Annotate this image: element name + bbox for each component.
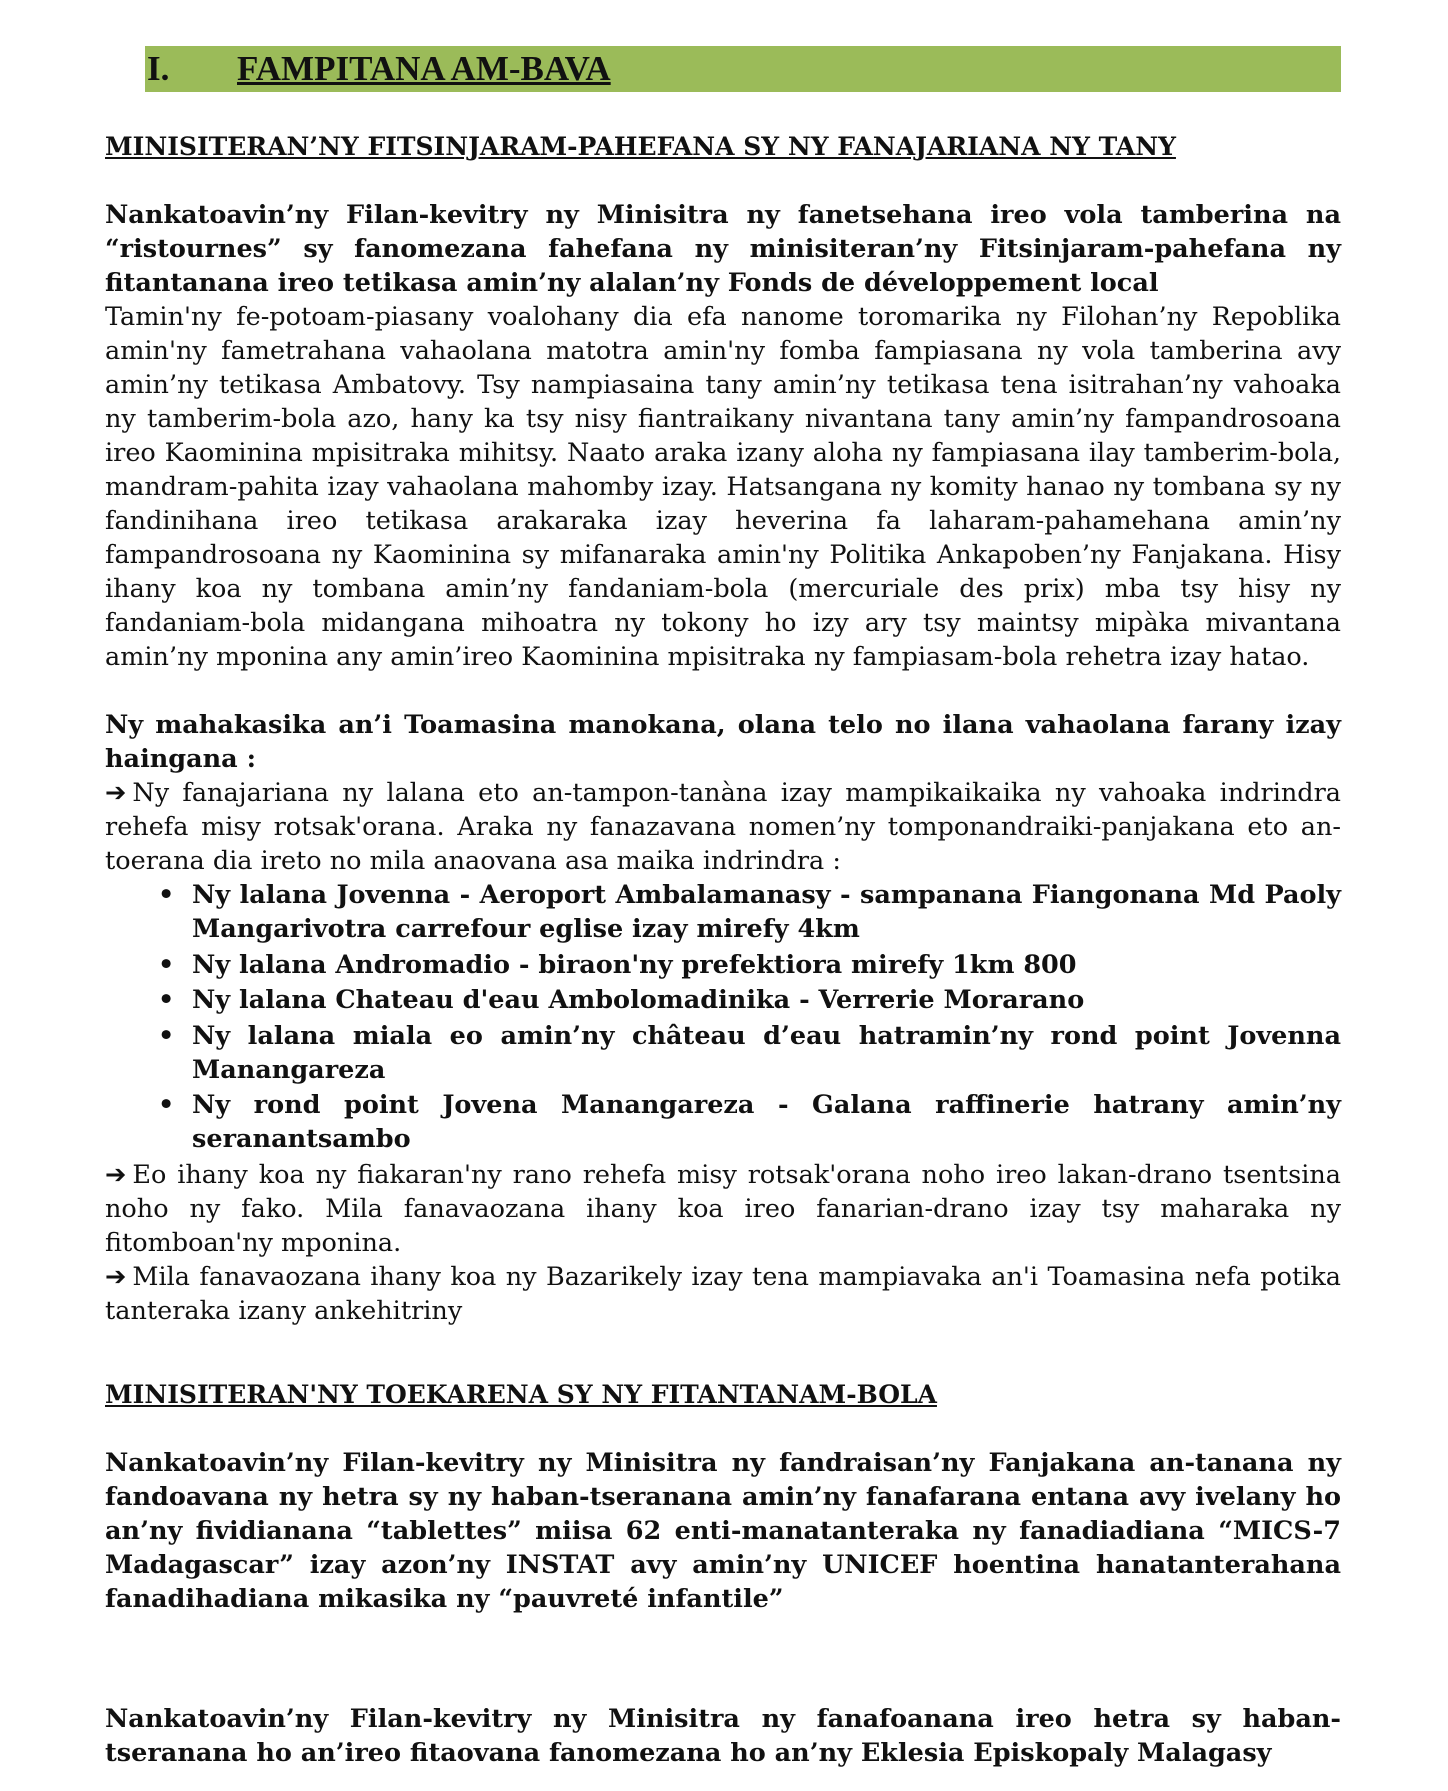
list-item: • Ny rond point Jovena Manangareza - Galana raffinerie hatrany amin’ny seranantsambo bbox=[192, 1088, 1341, 1156]
toamasina-point-water bbox=[105, 1158, 1341, 1260]
toamasina-point-roads-text: Ny fanajariana ny lalana eto an-tampon-tanàna izay mampikaikaika ny vahoaka indrindra rehefa misy rotsak'orana. Araka ny fanazavana nomen’ny tomponandraiki-panjakana eto an-toerana dia ireto no mila anaovana asa maika indrindra : bbox=[105, 778, 1341, 876]
toamasina-point-roads bbox=[105, 776, 1341, 878]
list-item: • Ny lalana Andromadio - biraon'ny prefektiora mirefy 1km 800 bbox=[192, 948, 1341, 982]
right-arrow-icon: ➔ bbox=[105, 1261, 127, 1292]
right-arrow-icon: ➔ bbox=[105, 778, 127, 808]
list-item: • Ny lalana Jovenna - Aeroport Ambalamanasy - sampanana Fiangonana Md Paoly Mangarivotra carrefour eglise izay mirefy 4km bbox=[192, 878, 1341, 946]
toamasina-title: Ny mahakasika an’i Toamasina manokana, olana telo no ilana vahaolana farany izay haingana : bbox=[105, 710, 1341, 774]
toamasina-point-bazarikely-text: Mila fanavaozana ihany koa ny Bazarikely izay tena mampiavaka an'i Toamasina nefa potika tanteraka izany ankehitriny bbox=[105, 1261, 1341, 1326]
toamasina-point-water-text: Eo ihany koa ny fiakaran'ny rano rehefa misy rotsak'orana noho ireo lakan-drano tsentsina noho ny fako. Mila fanavaozana ihany koa ireo fanarian-drano izay tsy maharaka ny fitomboan'ny mponina. bbox=[105, 1159, 1341, 1258]
section-number: I. bbox=[147, 49, 170, 88]
right-arrow-icon: ➔ bbox=[105, 1159, 127, 1190]
ministry-heading-economy: MINISITERAN'NY TOEKARENA SY NY FITANTANAM-BOLA bbox=[105, 1379, 937, 1409]
ministry-heading-decentralization: MINISITERAN’NY FITSINJARAM-PAHEFANA SY NY FANAJARIANA NY TANY bbox=[105, 132, 1176, 161]
list-item: • Ny lalana miala eo amin’ny château d’eau hatramin’ny rond point Jovenna Manangareza bbox=[192, 1019, 1341, 1087]
document-page bbox=[105, 46, 1341, 1770]
decision-tablettes: Nankatoavin’ny Filan-kevitry ny Minisitra ny fandraisan’ny Fanjakana an-tanana ny fandoavana ny hetra sy ny haban-tseranana amin’ny fanafarana entana avy ivelany ho an’ny fividianana “tablettes” miisa 62 enti-manatanteraka ny fanadiadiana “MICS-7 Madagascar” izay azon’ny INSTAT avy amin’ny UNICEF hoentina hanatanterahana fanadihadiana mikasika ny “pauvreté infantile” bbox=[105, 1447, 1341, 1614]
decision-eklesia: Nankatoavin’ny Filan-kevitry ny Minisitra ny fanafoanana ireo hetra sy haban-tseranana ho an’ireo fitaovana fanomezana ho an’ny Eklesia Episkopaly Malagasy bbox=[105, 1703, 1341, 1768]
list-item: • Ny lalana Chateau d'eau Ambolomadinika - Verrerie Morarano bbox=[192, 983, 1341, 1017]
roads-list bbox=[105, 878, 1341, 1156]
decision-body-ristournes: Tamin'ny fe-potoam-piasany voalohany dia efa nanome toromarika ny Filohan’ny Repoblika amin'ny fametrahana vahaolana matotra amin'ny fomba fampiasana ny vola tamberina avy amin’ny tetikasa Ambatovy. Tsy nampiasaina tany amin’ny tetikasa tena isitrahan’ny vahoaka ny tamberim-bola azo, hany ka tsy nisy fiantraikany nivantana tany amin’ny fampandrosoana ireo Kaominina mpisitraka mihitsy. Naato araka izany aloha ny fampiasana ilay tamberim-bola, mandram-pahita izay vahaolana mahomby izay. Hatsangana ny komity hanao ny tombana sy ny fandinihana ireo tetikasa arakaraka izay heverina fa laharam-pahamehana amin’ny fampandrosoana ny Kaominina sy mifanaraka amin'ny Politika Ankapoben’ny Fanjakana. Hisy ihany koa ny tombana amin’ny fandaniam-bola (mercuriale des prix) mba tsy hisy ny fandaniam-bola midangana mihoatra ny tokony ho izy ary tsy maintsy mipàka mivantana amin’ny mponina any amin’ireo Kaominina mpisitraka ny fampiasam-bola rehetra izay hatao. bbox=[105, 302, 1341, 672]
toamasina-point-bazarikely bbox=[105, 1260, 1341, 1328]
section-title: FAMPITANA AM-BAVA bbox=[237, 49, 611, 88]
decision-title-ristournes: Nankatoavin’ny Filan-kevitry ny Minisitra ny fanetsehana ireo vola tamberina na “ristournes” sy fanomezana fahefana ny minisiteran’ny Fitsinjaram-pahefana ny fitantanana ireo tetikasa amin’ny alalan’ny Fonds de développement local bbox=[105, 200, 1341, 298]
section-header bbox=[145, 46, 1341, 92]
